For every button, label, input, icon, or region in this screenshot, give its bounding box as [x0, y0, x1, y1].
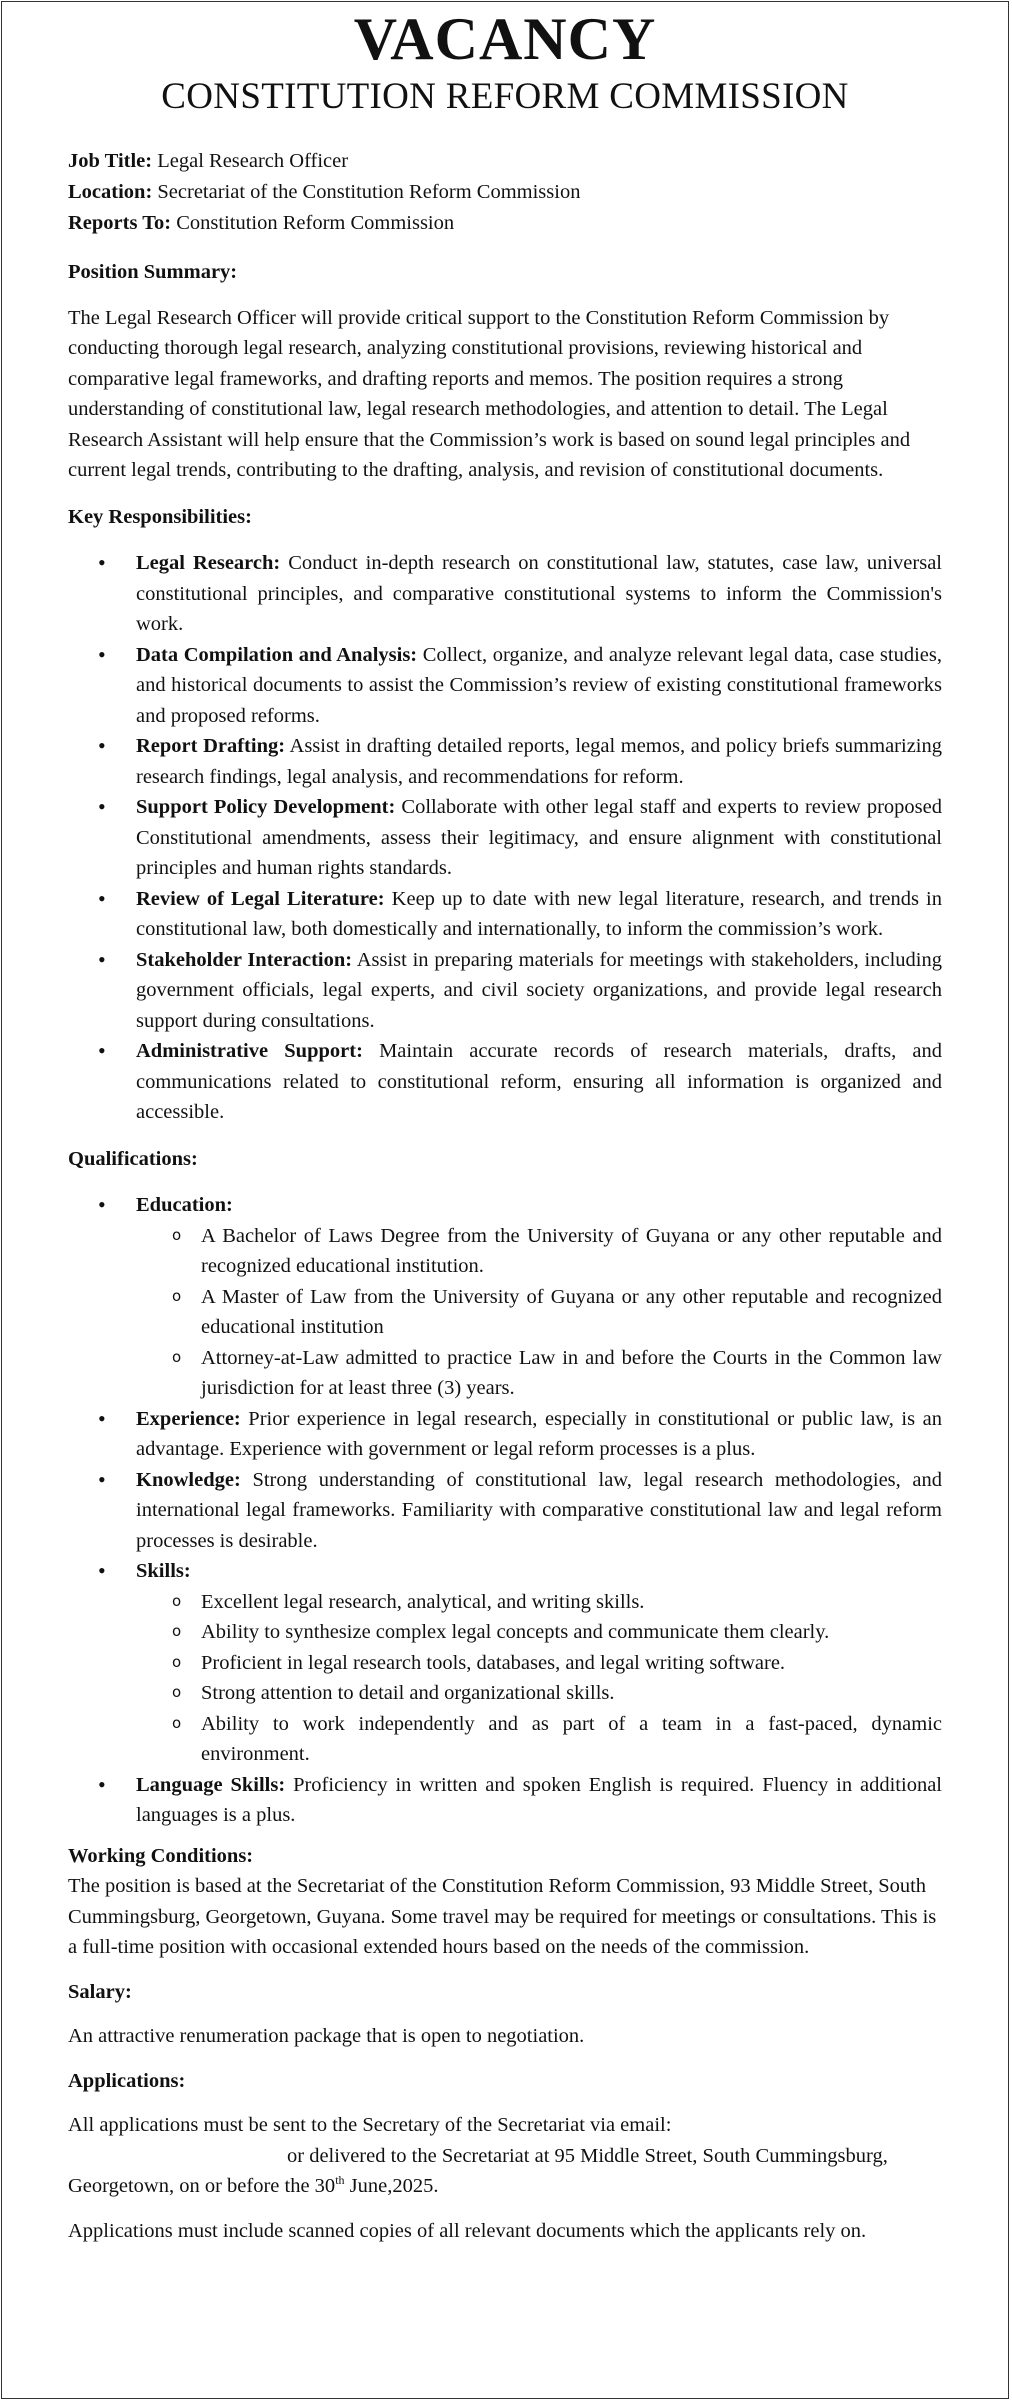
working-conditions-text: The position is based at the Secretariat of the Constitution Reform Commission, 93 Middle Street, South Cummingsburg, Georgetown, Guyana. Some travel may be required for meetings or consultations. This is a full-time position with occasional extended hours based on the needs of the commission.	[68, 1875, 937, 1958]
job-title-label: Job Title:	[68, 150, 153, 172]
list-item	[68, 1770, 942, 1831]
list-item: o Attorney-at-Law admitted to practice Law in and before the Courts in the Common law jurisdiction for at least three (3) years.	[68, 1343, 942, 1404]
deadline-prefix: Georgetown, on or before the 30	[68, 2175, 336, 2197]
qualifications-list	[68, 1190, 942, 1831]
list-item	[68, 1190, 942, 1221]
item-text: Assist in drafting detailed reports, legal memos, and policy briefs summarizing research findings, legal analysis, and recommendations for reform.	[136, 735, 942, 788]
education-label: Education:	[136, 1194, 233, 1216]
salary-text: An attractive renumeration package that is open to negotiation.	[68, 2025, 585, 2047]
qualifications-heading: Qualifications:	[68, 1147, 198, 1170]
location-label: Location:	[68, 181, 153, 203]
skills-label: Skills:	[136, 1560, 191, 1582]
item-label: Data Compilation and Analysis:	[136, 643, 418, 666]
notice-body	[2, 146, 1008, 2246]
list-item: o A Bachelor of Laws Degree from the University of Guyana or any other reputable and recognized educational institution.	[68, 1221, 942, 1282]
salary-heading: Salary:	[68, 1980, 132, 2003]
applications-line-1: All applications must be sent to the Secretary of the Secretariat via email:	[68, 2114, 672, 2136]
experience-text: Prior experience in legal research, especially in constitutional or public law, is an advantage. Experience with government or legal reform processes is a plus.	[136, 1407, 942, 1460]
applications-instructions	[68, 2110, 942, 2202]
list-item	[68, 731, 942, 792]
list-item	[68, 548, 942, 640]
list-item	[68, 640, 942, 732]
list-item: o Strong attention to detail and organizational skills.	[68, 1678, 942, 1709]
list-item	[68, 945, 942, 1037]
item-label: Administrative Support:	[136, 1040, 363, 1062]
vacancy-notice	[1, 1, 1009, 2399]
applications-heading: Applications:	[68, 2069, 186, 2092]
list-item	[68, 884, 942, 945]
responsibilities-list	[68, 548, 942, 1128]
item-text: Assist in preparing materials for meetings with stakeholders, including government officials, legal experts, and civil society organizations, and provide legal research support during consultations.	[136, 948, 942, 1032]
experience-label: Experience:	[136, 1407, 241, 1430]
page-subtitle: CONSTITUTION REFORM COMMISSION	[161, 76, 849, 117]
job-meta	[68, 146, 942, 239]
item-text: Collaborate with other legal staff and experts to review proposed Constitutional amendments, assess their legitimacy, and ensure alignment with constitutional principles and human rights standards.	[136, 796, 943, 879]
working-conditions-heading: Working Conditions:	[68, 1844, 254, 1867]
job-title-value: Legal Research Officer	[157, 150, 349, 172]
list-item: o Ability to synthesize complex legal concepts and communicate them clearly.	[68, 1617, 942, 1648]
item-label: Support Policy Development:	[136, 796, 396, 818]
item-label: Stakeholder Interaction:	[136, 948, 353, 971]
language-text: Proficiency in written and spoken English is required. Fluency in additional languages is a plus.	[136, 1773, 942, 1826]
location-value: Secretariat of the Constitution Reform Commission	[157, 181, 581, 203]
location-line	[68, 177, 942, 208]
list-item	[68, 792, 942, 884]
language-label: Language Skills:	[136, 1773, 286, 1796]
list-item	[68, 1465, 942, 1557]
item-label: Legal Research:	[136, 552, 281, 574]
list-item: o Proficient in legal research tools, databases, and legal writing software.	[68, 1648, 942, 1679]
list-item	[68, 1404, 942, 1465]
list-item: o A Master of Law from the University of Guyana or any other reputable and recognized educational institution	[68, 1282, 942, 1343]
list-item	[68, 1556, 942, 1587]
item-text: Collect, organize, and analyze relevant legal data, case studies, and historical documents to assist the Commission’s review of existing constitutional frameworks and proposed reforms.	[136, 643, 943, 727]
item-text: Conduct in-depth research on constitutional law, statutes, case law, universal constitutional principles, and comparative constitutional systems to inform the Commission's work.	[136, 552, 942, 635]
applications-closing: Applications must include scanned copies of all relevant documents which the applicants rely on.	[68, 2219, 867, 2242]
position-summary-text: The Legal Research Officer will provide critical support to the Constitution Reform Commission by conducting thorough legal research, analyzing constitutional provisions, reviewing historical and comparative legal frameworks, and drafting reports and memos. The position requires a strong understanding of constitutional law, legal research methodologies, and attention to detail. The Legal Research Assistant will help ensure that the Commission’s work is based on sound legal principles and current legal trends, contributing to the drafting, analysis, and revision of constitutional documents.	[68, 306, 911, 481]
applications-line-2: or delivered to the Secretariat at 95 Middle Street, South Cummingsburg,	[287, 2144, 888, 2167]
deadline-ordinal: th	[335, 2173, 345, 2188]
page-title: VACANCY	[353, 6, 657, 72]
job-title-line	[68, 146, 942, 177]
reports-to-value: Constitution Reform Commission	[176, 212, 455, 234]
position-summary-heading: Position Summary:	[68, 261, 238, 283]
item-label: Review of Legal Literature:	[136, 887, 385, 910]
responsibilities-heading: Key Responsibilities:	[68, 505, 252, 528]
item-text: Maintain accurate records of research materials, drafts, and communications related to constitutional reform, ensuring all information is organized and accessible.	[136, 1040, 942, 1123]
list-item: o Ability to work independently and as part of a team in a fast-paced, dynamic environment.	[68, 1709, 942, 1770]
reports-to-label: Reports To:	[68, 212, 172, 234]
applications-line-3	[68, 2171, 942, 2202]
deadline-suffix: June,2025.	[344, 2175, 439, 2197]
knowledge-text: Strong understanding of constitutional law, legal research methodologies, and international legal frameworks. Familiarity with comparative constitutional law and legal reform processes is desirable.	[136, 1468, 943, 1552]
item-text: Keep up to date with new legal literature, research, and trends in constitutional law, both domestically and internationally, to inform the commission’s work.	[136, 887, 943, 940]
knowledge-label: Knowledge:	[136, 1468, 241, 1491]
item-label: Report Drafting:	[136, 735, 286, 757]
reports-to-line	[68, 208, 942, 239]
list-item: o Excellent legal research, analytical, and writing skills.	[68, 1587, 942, 1618]
list-item	[68, 1036, 942, 1128]
